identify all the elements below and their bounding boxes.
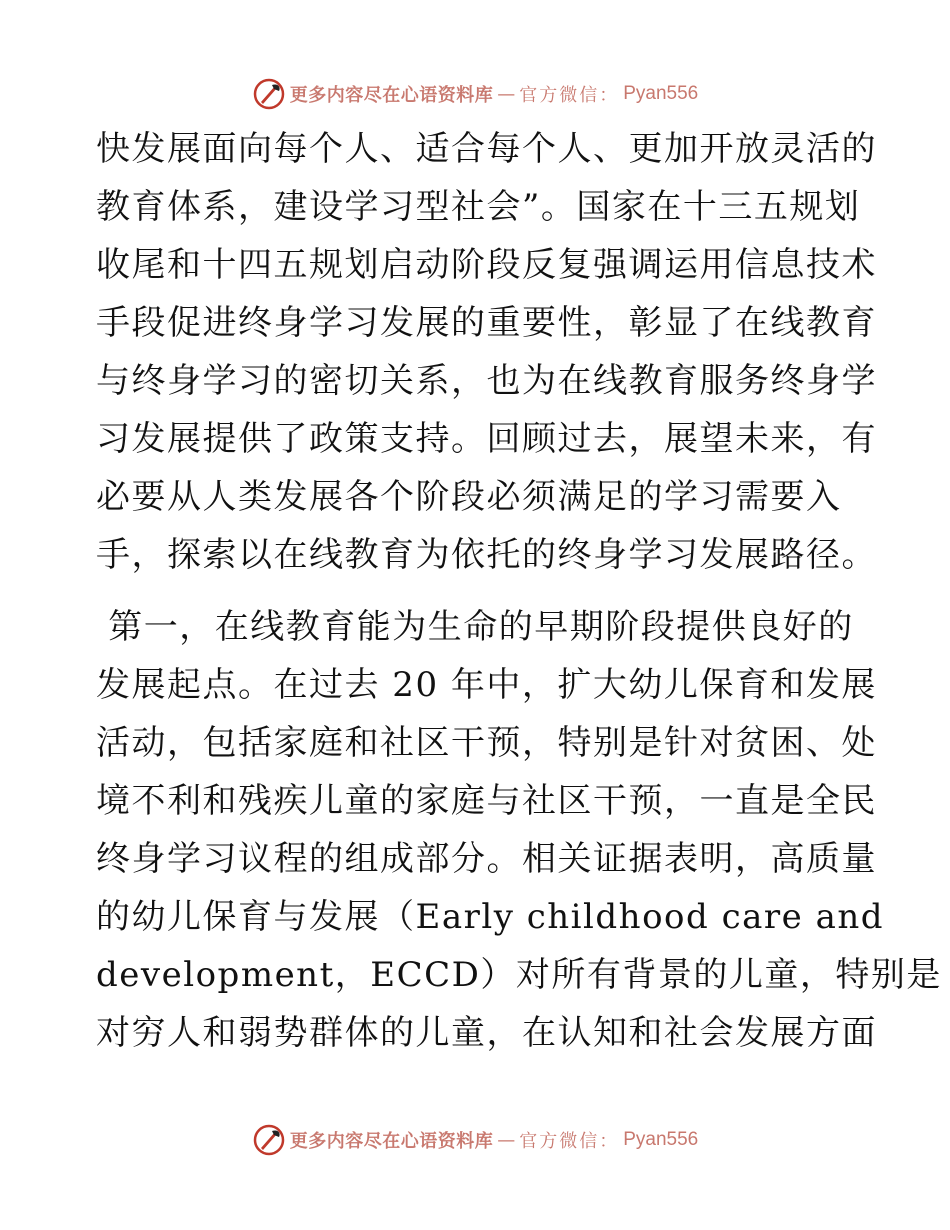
document-body	[96, 120, 942, 1062]
feather-pen-logo-icon	[252, 1123, 286, 1157]
text-line: 习发展提供了政策支持。回顾过去，展望未来，有	[96, 419, 877, 459]
watermark-wechat-id: Pyan556	[623, 83, 699, 104]
feather-pen-logo-icon	[252, 77, 286, 111]
text-line: 手段促进终身学习发展的重要性，彰显了在线教育	[96, 303, 877, 343]
watermark-text: 更多内容尽在心语资料库	[289, 1131, 494, 1152]
watermark-separator: —	[497, 83, 516, 105]
watermark-wechat-label: 官方微信：	[519, 1131, 620, 1152]
text-line: 快发展面向每个人、适合每个人、更加开放灵活的	[96, 129, 877, 169]
text-line: 教育体系，建设学习型社会”。国家在十三五规划	[96, 187, 861, 227]
watermark-wechat-id: Pyan556	[623, 1129, 699, 1150]
watermark-separator: —	[497, 1129, 516, 1151]
paragraph-gap	[96, 584, 856, 598]
text-line: 活动，包括家庭和社区干预，特别是针对贫困、处	[96, 723, 877, 763]
text-line: 收尾和十四五规划启动阶段反复强调运用信息技术	[96, 245, 877, 285]
text-line: 对穷人和弱势群体的儿童，在认知和社会发展方面	[96, 1013, 877, 1053]
paragraph-1	[96, 120, 877, 584]
text-line: 发展起点。在过去 20 年中，扩大幼儿保育和发展	[96, 665, 877, 705]
header-watermark	[0, 74, 950, 114]
watermark-text: 更多内容尽在心语资料库	[289, 85, 494, 106]
text-line: development，ECCD）对所有背景的儿童，特别是	[96, 955, 942, 995]
text-line: 的幼儿保育与发展（Early childhood care and	[96, 897, 885, 937]
text-line: 第一，在线教育能为生命的早期阶段提供良好的	[96, 607, 854, 647]
text-line: 手，探索以在线教育为依托的终身学习发展路径。	[96, 535, 877, 575]
footer-watermark	[0, 1120, 950, 1160]
text-line: 境不利和残疾儿童的家庭与社区干预，一直是全民	[96, 781, 877, 821]
text-line: 必要从人类发展各个阶段必须满足的学习需要入	[96, 477, 842, 517]
paragraph-2	[96, 598, 942, 1062]
watermark-wechat-label: 官方微信：	[519, 85, 620, 106]
text-line: 终身学习议程的组成部分。相关证据表明，高质量	[96, 839, 877, 879]
text-line: 与终身学习的密切关系，也为在线教育服务终身学	[96, 361, 877, 401]
